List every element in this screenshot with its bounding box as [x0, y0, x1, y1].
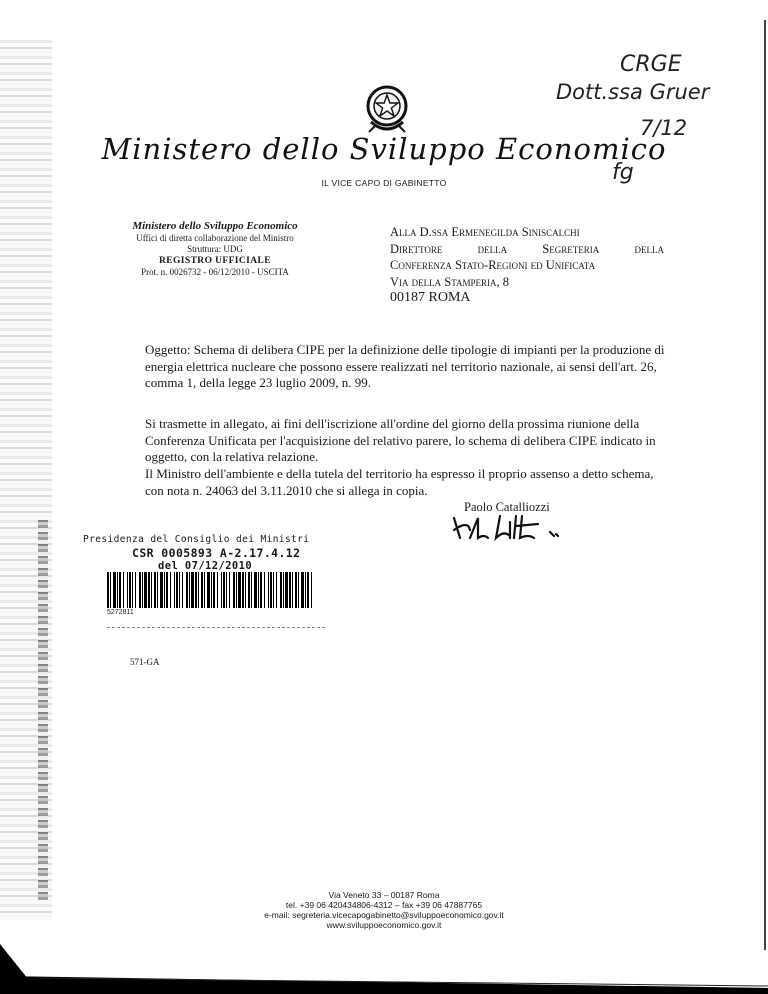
- handwritten-signature: [450, 512, 580, 542]
- handwritten-initials: fg: [612, 160, 634, 185]
- recipient-address: [390, 224, 664, 307]
- divider-line: [107, 627, 325, 628]
- republic-emblem: [361, 82, 413, 138]
- recipient-role-word: della: [634, 241, 664, 256]
- reception-stamp-date: del 07/12/2010: [158, 560, 253, 572]
- ministry-letterhead: Ministero dello Sviluppo Economico: [101, 132, 667, 166]
- footer-phone: tel. +39 06 420434806-4312 – fax +39 06 47887765: [285, 900, 483, 910]
- recipient-city: 00187 ROMA: [390, 290, 471, 305]
- protocol-stamp: [110, 221, 320, 279]
- office-title: IL VICE CAPO DI GABINETTO: [321, 178, 447, 188]
- reception-stamp-header: Presidenza del Consiglio dei Ministri: [83, 534, 310, 545]
- handwritten-note: 7/12: [640, 116, 688, 140]
- footer-email: e-mail: segreteria.vicecapogabinetto@sviluppoeconomico.gov.it: [264, 910, 504, 920]
- footer-address: Via Veneto 33 – 00187 Roma: [328, 890, 440, 900]
- recipient-role-word: della: [477, 241, 508, 256]
- stamp-line: Struttura: UDG: [187, 244, 243, 254]
- footer-website: www.sviluppoeconomico.gov.it: [326, 920, 442, 930]
- letter-subject: Oggetto: Schema di delibera CIPE per la definizione delle tipologie di impianti per la produzione di energia elettrica nucleare che possono essere realizzati nel territorio nazionale, ai sensi dell'art. 26, comma 1, della legge 23 luglio 2009, n. 99.: [145, 342, 665, 390]
- recipient-office: Conferenza Stato-Regioni ed Unificata: [390, 258, 596, 272]
- recipient-role-word: Segreteria: [542, 241, 600, 256]
- recipient-role: [390, 241, 664, 258]
- barcode-number: 5272811: [107, 609, 134, 616]
- recipient-role-word: Direttore: [390, 241, 443, 256]
- document-code: 571-GA: [130, 657, 160, 667]
- handwritten-note: Dott.ssa Gruer: [556, 80, 710, 104]
- letter-paragraph: Si trasmette in allegato, ai fini dell'iscrizione all'ordine del giorno della prossima riunione della Conferenza Unificata per l'acquisizione del relativo parere, lo schema di delibera CIPE indicato in oggetto, con la relativa relazione.: [145, 416, 656, 464]
- signatory-name: Paolo Catalliozzi: [464, 500, 550, 514]
- letter-paragraph: Il Ministro dell'ambiente e della tutela del territorio ha espresso il proprio assenso a detto schema, con nota n. 24063 del 3.11.2010 che si allega in copia.: [145, 466, 654, 498]
- stamp-register: REGISTRO UFFICIALE: [159, 255, 271, 266]
- stamp-line: Uffici di diretta collaborazione del Ministro: [136, 232, 294, 243]
- handwritten-note: CRGE: [620, 52, 682, 77]
- scan-edge-artifact: [38, 520, 48, 900]
- stamp-protocol-number: Prot. n. 0026732 - 06/12/2010 - USCITA: [141, 267, 289, 277]
- letterhead-footer: [0, 890, 768, 930]
- barcode: [107, 572, 313, 608]
- recipient-street: Via della Stamperia, 8: [390, 274, 509, 289]
- reception-stamp-code: CSR 0005893 A-2.17.4.12: [132, 546, 301, 560]
- recipient-name: Alla D.ssa Ermenegilda Siniscalchi: [390, 225, 580, 239]
- stamp-title: Ministero dello Sviluppo Economico: [132, 220, 298, 232]
